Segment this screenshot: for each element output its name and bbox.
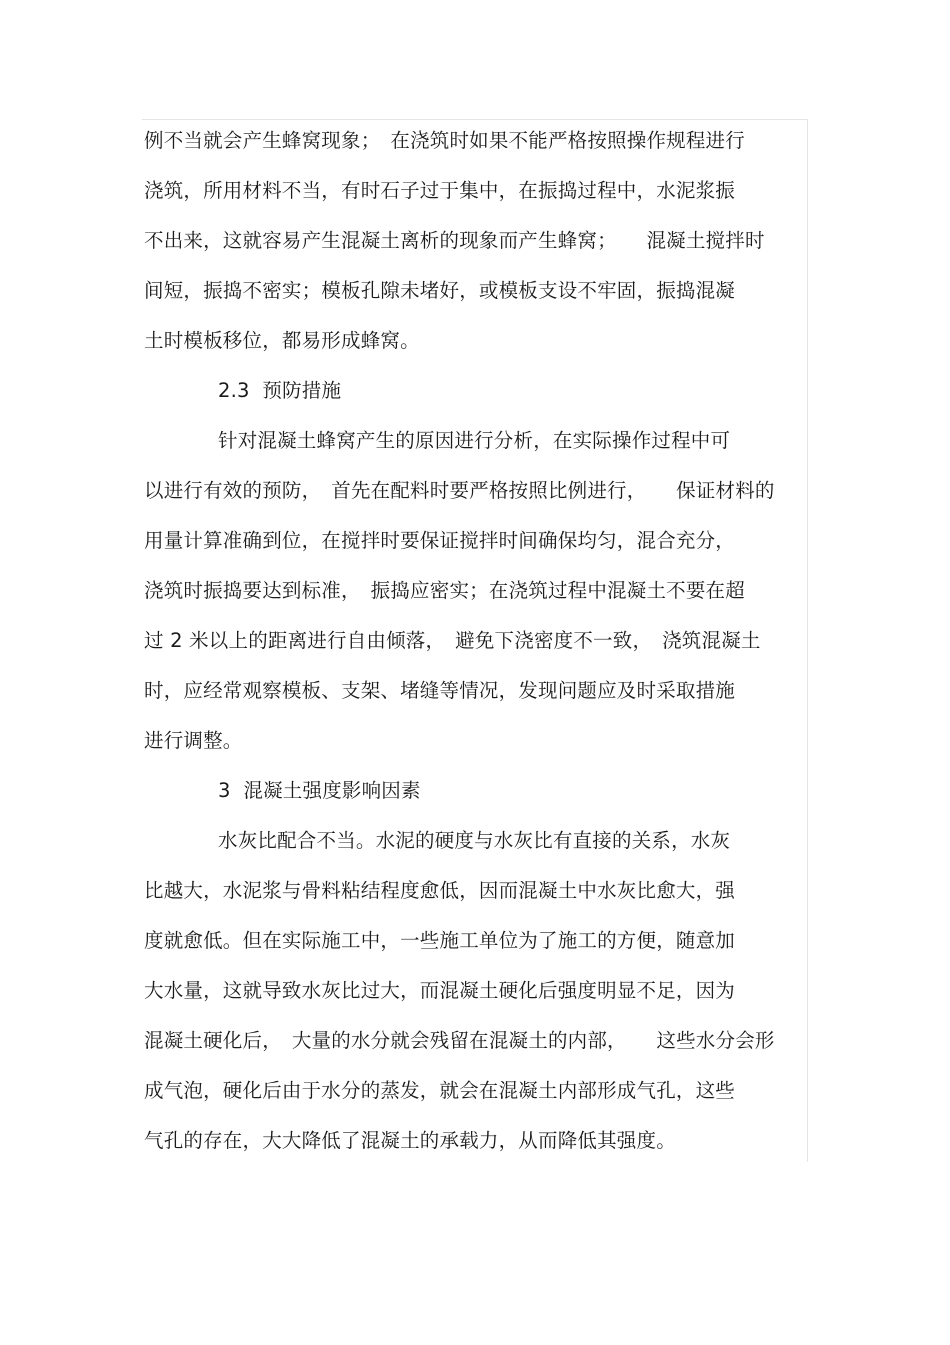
paragraph-first-line: 水灰比配合不当。水泥的硬度与水灰比有直接的关系，水灰 bbox=[218, 829, 731, 852]
text-line: 比越大，水泥浆与骨料粘结程度愈低，因而混凝土中水灰比愈大，强 bbox=[144, 879, 736, 902]
text-line: 混凝土硬化后， 大量的水分就会残留在混凝土的内部， 这些水分会形 bbox=[144, 1029, 775, 1052]
paragraph-first-line: 针对混凝土蜂窝产生的原因进行分析，在实际操作过程中可 bbox=[218, 429, 731, 452]
text-line: 时，应经常观察模板、支架、堵缝等情况，发现问题应及时采取措施 bbox=[144, 679, 736, 702]
text-line: 大水量，这就导致水灰比过大，而混凝土硬化后强度明显不足，因为 bbox=[144, 979, 736, 1002]
text-line: 气孔的存在，大大降低了混凝土的承载力，从而降低其强度。 bbox=[144, 1129, 676, 1152]
text-line: 以进行有效的预防， 首先在配料时要严格按照比例进行， 保证材料的 bbox=[144, 479, 775, 502]
text-line: 不出来，这就容易产生混凝土离析的现象而产生蜂窝； 混凝土搅拌时 bbox=[144, 229, 765, 252]
section-heading: 3 混凝土强度影响因素 bbox=[218, 779, 421, 802]
text-line: 成气泡，硬化后由于水分的蒸发，就会在混凝土内部形成气孔，这些 bbox=[144, 1079, 736, 1102]
section-heading: 2.3 预防措施 bbox=[218, 379, 342, 402]
text-line: 浇筑时振捣要达到标准， 振捣应密实；在浇筑过程中混凝土不要在超 bbox=[144, 579, 745, 602]
text-line: 过 2 米以上的距离进行自由倾落， 避免下浇密度不一致， 浇筑混凝土 bbox=[144, 629, 761, 652]
text-line: 度就愈低。但在实际施工中，一些施工单位为了施工的方便，随意加 bbox=[144, 929, 736, 952]
text-line: 例不当就会产生蜂窝现象； 在浇筑时如果不能严格按照操作规程进行 bbox=[144, 129, 745, 152]
text-line: 浇筑，所用材料不当，有时石子过于集中，在振捣过程中，水泥浆振 bbox=[144, 179, 736, 202]
text-line: 用量计算准确到位，在搅拌时要保证搅拌时间确保均匀，混合充分， bbox=[144, 529, 736, 552]
text-line: 间短，振捣不密实；模板孔隙未堵好，或模板支设不牢固，振捣混凝 bbox=[144, 279, 736, 302]
text-line: 土时模板移位，都易形成蜂窝。 bbox=[144, 329, 420, 352]
text-line: 进行调整。 bbox=[144, 729, 243, 752]
